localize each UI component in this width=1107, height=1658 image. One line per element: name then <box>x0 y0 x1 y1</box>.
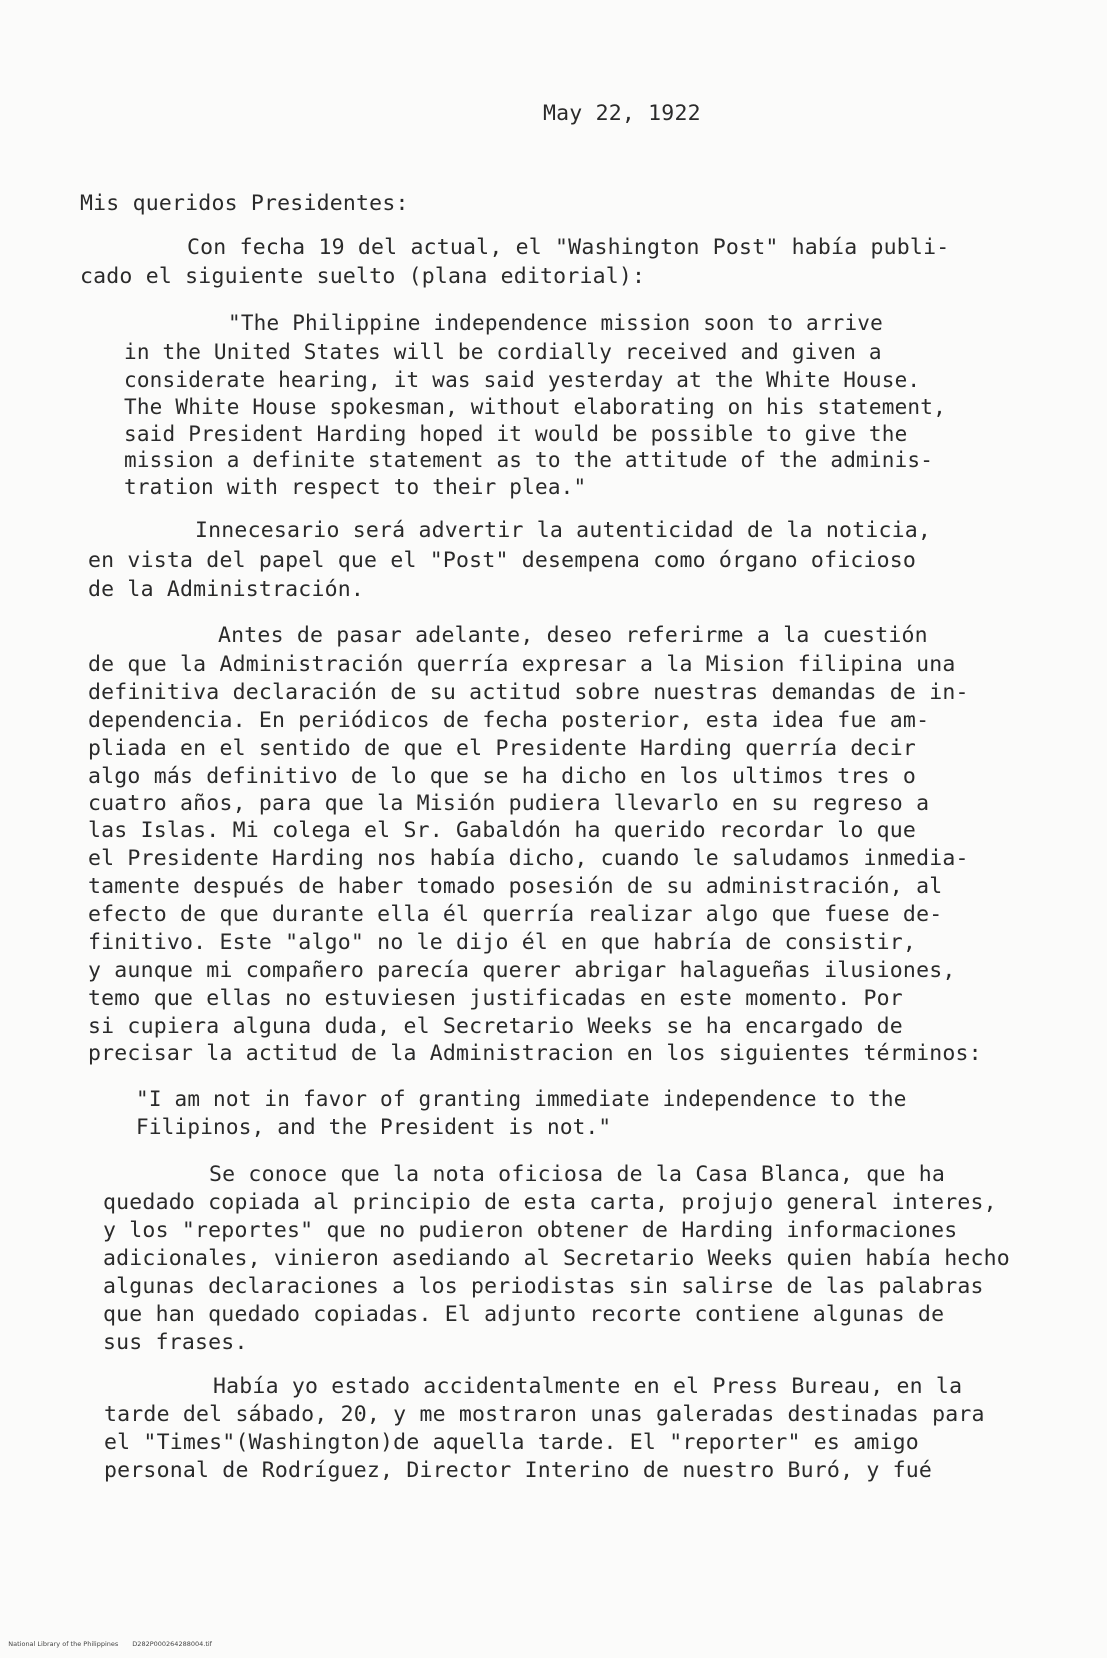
quote-line: "The Philippine independence mission soon to arrive <box>228 311 883 335</box>
paragraph-line: Había yo estado accidentalmente en el Press Bureau, en la <box>213 1374 963 1399</box>
paragraph-line: que han quedado copiadas. El adjunto recorte contiene algunas de <box>103 1302 945 1327</box>
paragraph-line: en vista del papel que el "Post" desempena como órgano oficioso <box>88 548 917 573</box>
footer-institution: National Library of the Philippines <box>8 1640 119 1648</box>
paragraph-line: Antes de pasar adelante, deseo referirme a la cuestión <box>218 623 928 648</box>
paragraph-line: de la Administración. <box>88 577 365 602</box>
paragraph-line: y los "reportes" que no pudieron obtener de Harding informaciones <box>103 1218 958 1243</box>
quote-line: The White House spokesman, without elaborating on his statement, <box>124 395 946 419</box>
paragraph-line: finitivo. Este "algo" no le dijo él en que habría de consistir, <box>88 930 917 955</box>
paragraph-line: las Islas. Mi colega el Sr. Gabaldón ha querido recordar lo que <box>88 818 917 843</box>
paragraph-line: adicionales, vinieron asediando al Secretario Weeks quien había hecho <box>103 1246 1010 1271</box>
letter-salutation: Mis queridos Presidentes: <box>80 191 409 216</box>
letter-date: May 22, 1922 <box>543 101 701 126</box>
paragraph-line: Con fecha 19 del actual, el "Washington Post" había publi- <box>187 235 950 260</box>
paragraph-line: cuatro años, para que la Misión pudiera llevarlo en su regreso a <box>88 791 930 816</box>
paragraph-line: Innecesario será advertir la autenticidad de la noticia, <box>195 518 932 543</box>
quote-line: in the United States will be cordially received and given a <box>124 340 882 364</box>
quote-line: Filipinos, and the President is not." <box>136 1115 612 1139</box>
quote-line: said President Harding hoped it would be possible to give the <box>124 422 908 446</box>
quote-line: mission a definite statement as to the attitude of the adminis- <box>124 448 934 472</box>
quote-line: considerate hearing, it was said yesterday at the White House. <box>124 368 921 392</box>
paragraph-line: de que la Administración querría expresar a la Mision filipina una <box>88 652 956 677</box>
paragraph-line: precisar la actitud de la Administracion en los siguientes términos: <box>88 1041 982 1066</box>
paragraph-line: cado el siguiente suelto (plana editorial): <box>80 264 646 289</box>
paragraph-line: y aunque mi compañero parecía querer abrigar halagueñas ilusiones, <box>88 958 956 983</box>
paragraph-line: Se conoce que la nota oficiosa de la Casa Blanca, que ha <box>209 1162 946 1187</box>
paragraph-line: algunas declaraciones a los periodistas sin salirse de las palabras <box>103 1274 984 1299</box>
paragraph-line: el Presidente Harding nos había dicho, cuando le saludamos inmedia- <box>88 846 969 871</box>
paragraph-line: definitiva declaración de su actitud sobre nuestras demandas de in- <box>88 680 969 705</box>
paragraph-line: temo que ellas no estuviesen justificadas en este momento. Por <box>88 986 903 1011</box>
paragraph-line: pliada en el sentido de que el Presidente Harding querría decir <box>88 736 917 761</box>
paragraph-line: algo más definitivo de lo que se ha dicho en los ultimos tres o <box>88 764 917 789</box>
paragraph-line: efecto de que durante ella él querría realizar algo que fuese de- <box>88 902 943 927</box>
paragraph-line: si cupiera alguna duda, el Secretario Weeks se ha encargado de <box>88 1014 903 1039</box>
paragraph-line: tamente después de haber tomado posesión de su administración, al <box>88 874 943 899</box>
paragraph-line: sus frases. <box>103 1330 248 1355</box>
quote-line: "I am not in favor of granting immediate independence to the <box>136 1087 907 1111</box>
quote-line: tration with respect to their plea." <box>124 475 587 499</box>
paragraph-line: tarde del sábado, 20, y me mostraron unas galeradas destinadas para <box>104 1402 985 1427</box>
paragraph-line: dependencia. En periódicos de fecha posterior, esta idea fue am- <box>88 708 930 733</box>
paragraph-line: quedado copiada al principio de esta carta, projujo general interes, <box>103 1190 997 1215</box>
paragraph-line: personal de Rodríguez, Director Interino de nuestro Buró, y fué <box>104 1458 933 1483</box>
paragraph-line: el "Times"(Washington)de aquella tarde. El "reporter" es amigo <box>104 1430 919 1455</box>
footer-file-id: D282P000264288004.tif <box>132 1640 212 1648</box>
scan-footer <box>0 1632 226 1656</box>
